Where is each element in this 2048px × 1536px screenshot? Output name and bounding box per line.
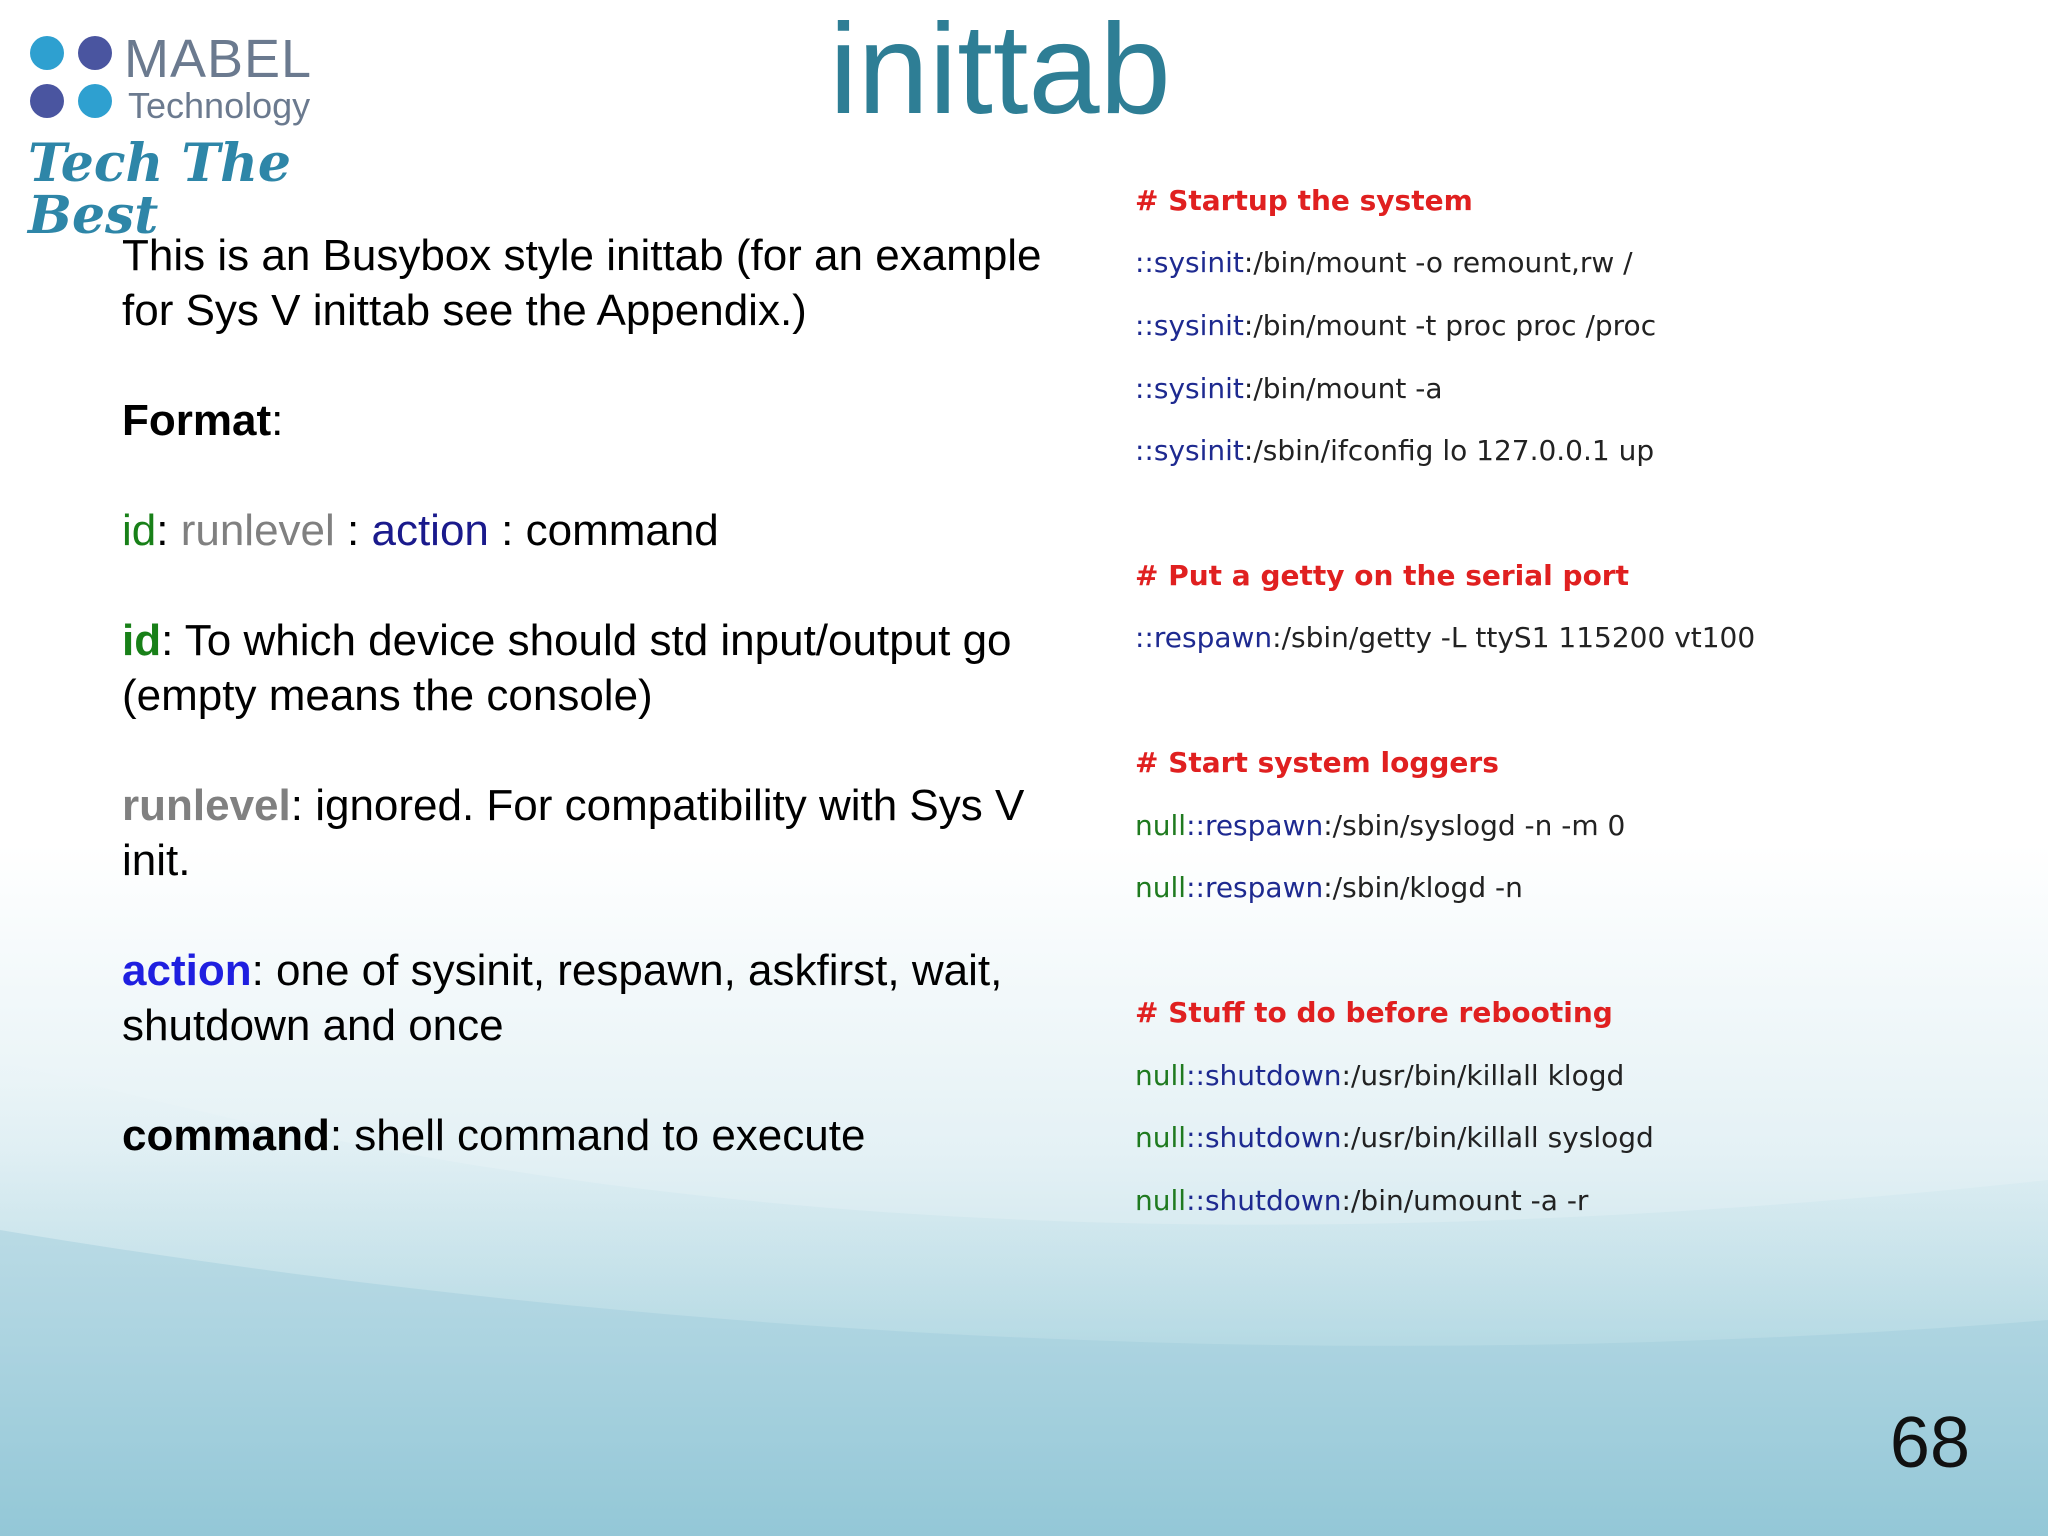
- code-line: null::respawn:/sbin/syslogd -n -m 0: [1135, 809, 1626, 842]
- action-definition: action: one of sysinit, respawn, askfirst, wait, shutdown and once: [122, 946, 1003, 1050]
- format-runlevel: runlevel: [180, 506, 335, 555]
- company-logo: [28, 28, 348, 246]
- section-comment: # Put a getty on the serial port: [1135, 559, 1629, 592]
- logo-dot: [78, 84, 112, 118]
- code-line: null::shutdown:/usr/bin/killall syslogd: [1135, 1121, 1654, 1154]
- logo-brand: MABEL: [124, 29, 313, 89]
- code-line: null::shutdown:/usr/bin/killall klogd: [1135, 1059, 1625, 1092]
- code-line: ::sysinit:/bin/mount -t proc proc /proc: [1135, 309, 1657, 342]
- code-line: ::respawn:/sbin/getty -L ttyS1 115200 vt100: [1135, 621, 1756, 654]
- description-column: [122, 228, 1042, 1163]
- code-line: ::sysinit:/bin/mount -a: [1135, 372, 1443, 405]
- section-comment: # Stuff to do before rebooting: [1135, 996, 1613, 1029]
- format-command: command: [525, 506, 719, 555]
- format-heading: Format:: [122, 396, 284, 445]
- code-line: ::sysinit:/sbin/ifconfig lo 127.0.0.1 up: [1135, 434, 1655, 467]
- code-line: ::sysinit:/bin/mount -o remount,rw /: [1135, 246, 1633, 279]
- section-comment: # Start system loggers: [1135, 746, 1499, 779]
- format-line: id: runlevel : action : command: [122, 506, 719, 555]
- page-number: 68: [1889, 1403, 1970, 1483]
- slide-title: inittab: [829, 0, 1171, 141]
- section-comment: # Startup the system: [1135, 184, 1473, 217]
- logo-slogan: Tech The Best: [28, 133, 291, 246]
- code-line: null::respawn:/sbin/klogd -n: [1135, 871, 1523, 904]
- format-action: action: [371, 506, 489, 555]
- runlevel-definition: runlevel: ignored. For compatibility with Sys V init.: [122, 781, 1025, 885]
- format-id: id: [122, 506, 157, 555]
- logo-dot: [30, 36, 64, 70]
- logo-dot: [78, 36, 112, 70]
- logo-dot: [30, 84, 64, 118]
- command-definition: command: shell command to execute: [122, 1111, 866, 1160]
- code-line: null::shutdown:/bin/umount -a -r: [1135, 1184, 1589, 1217]
- intro-text: This is an Busybox style inittab (for an example for Sys V inittab see the Appendix.): [122, 231, 1042, 335]
- logo-subtitle: Technology: [128, 85, 311, 126]
- id-definition: id: To which device should std input/output go (empty means the console): [122, 616, 1012, 720]
